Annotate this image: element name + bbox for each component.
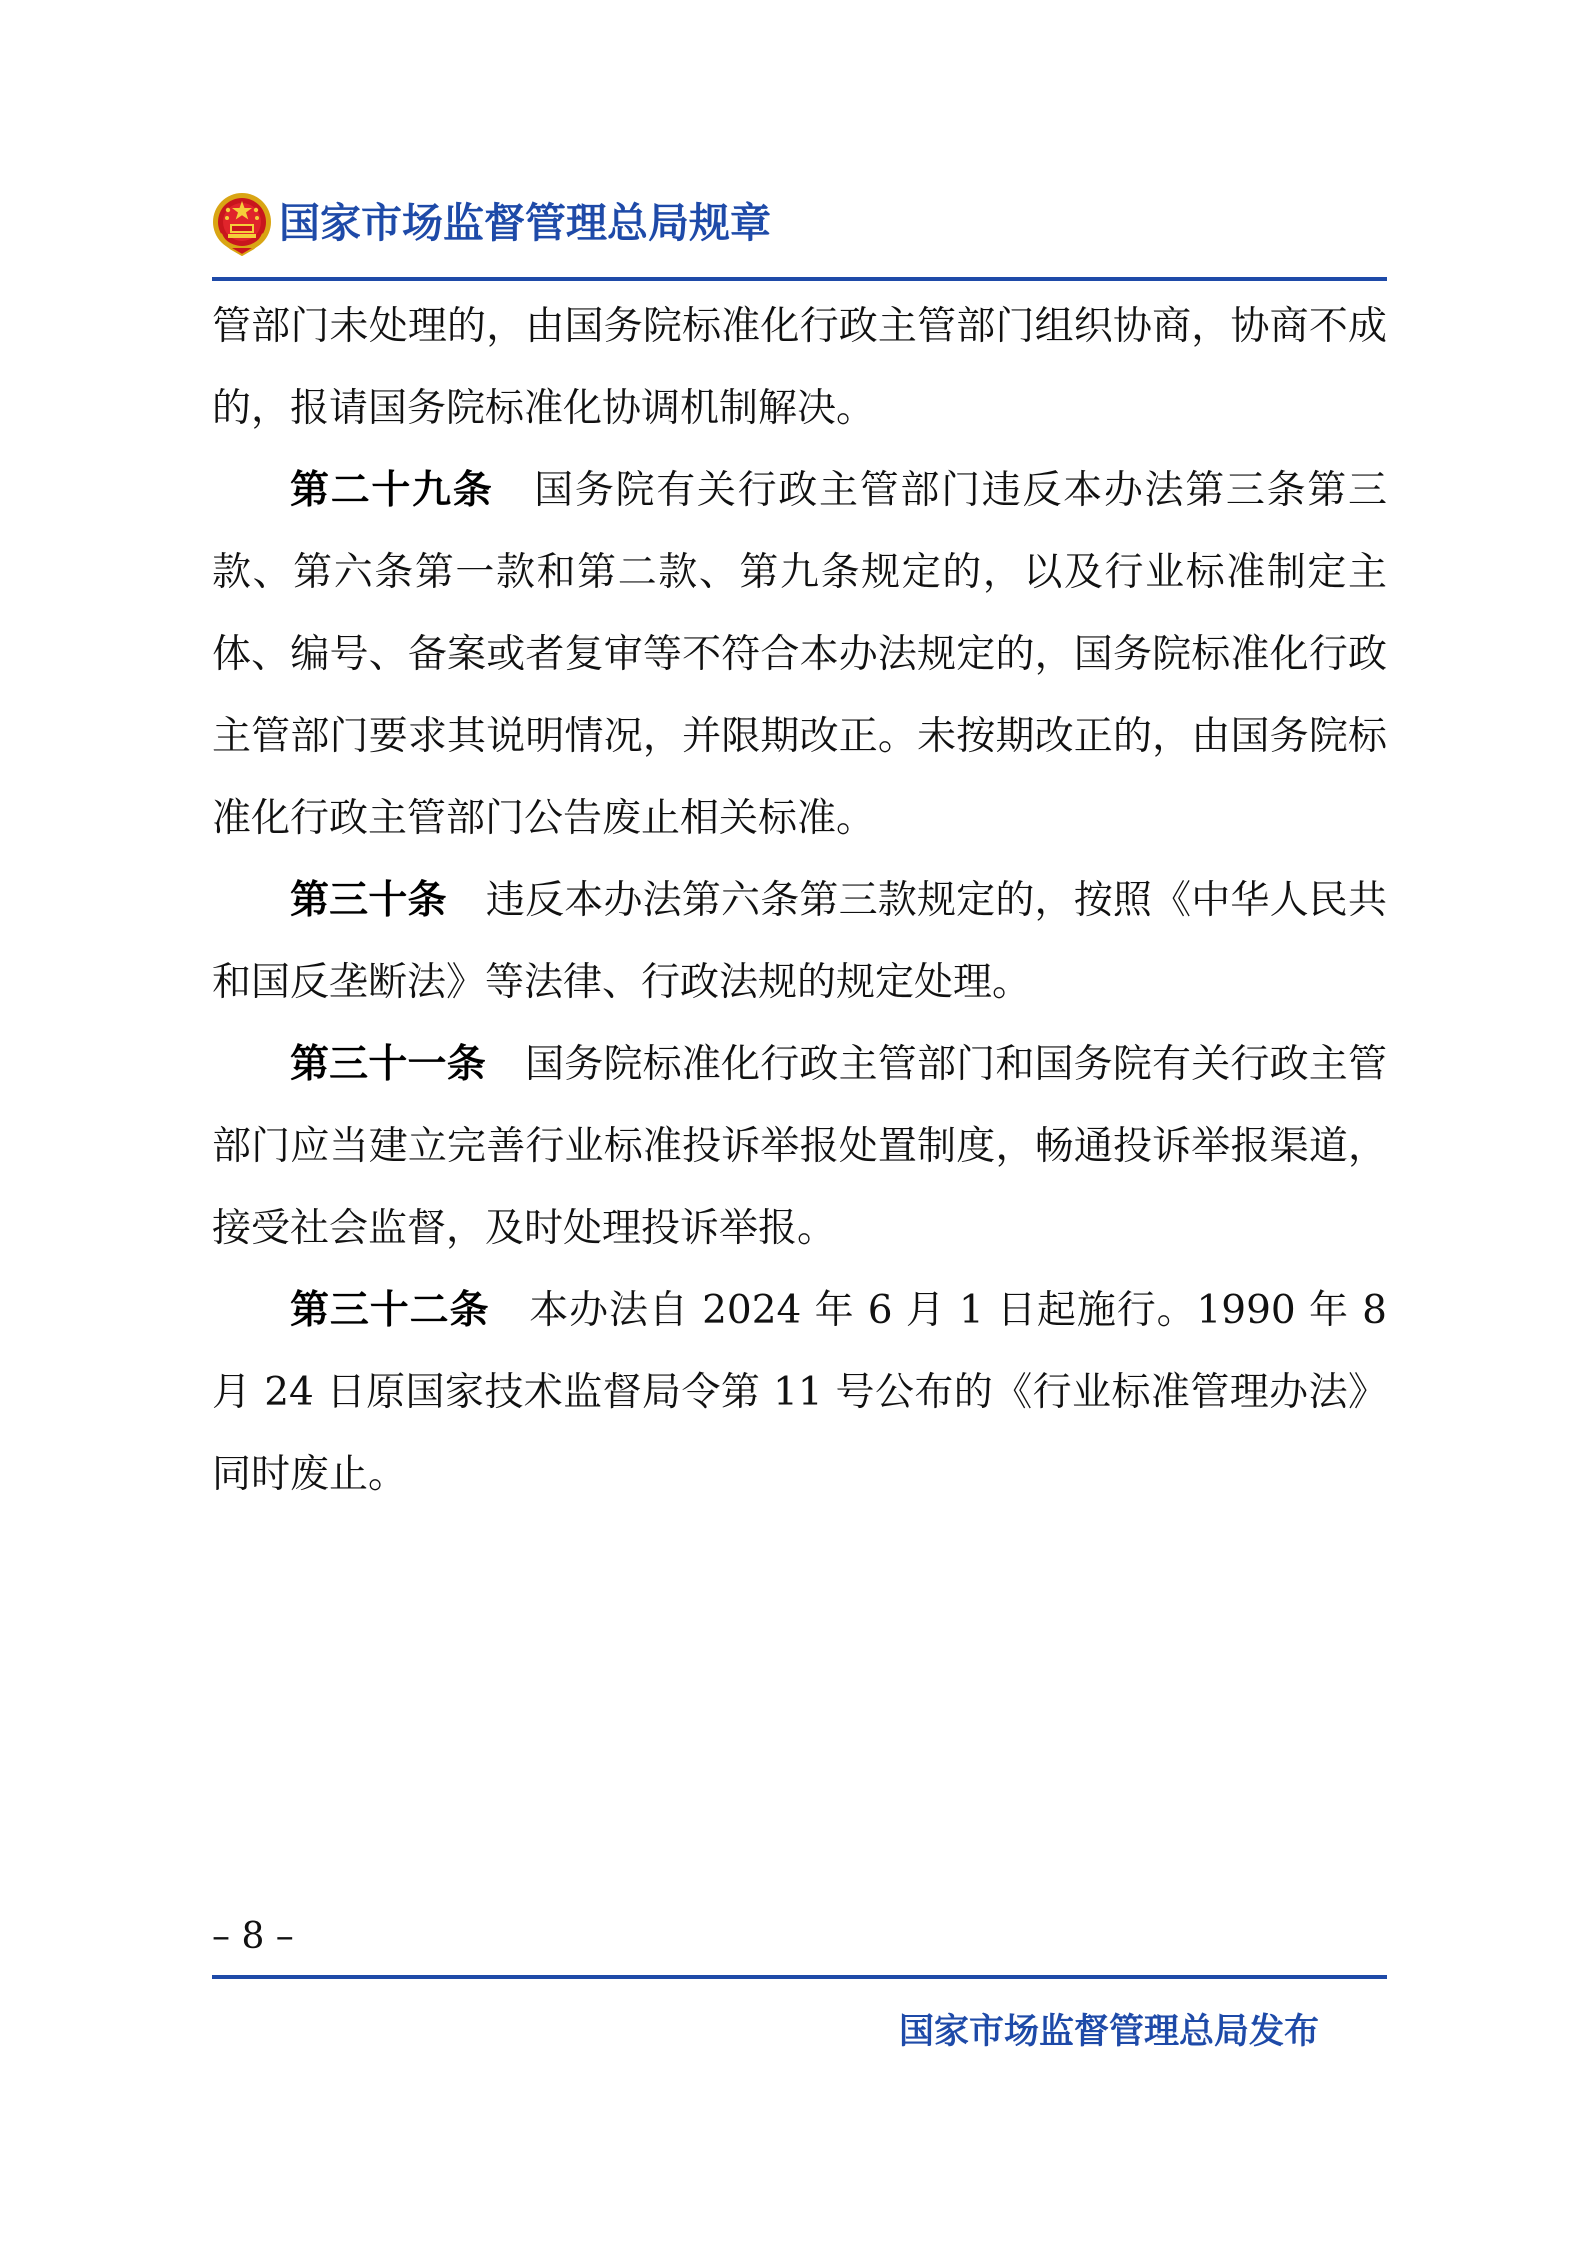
header-title: 国家市场监督管理总局规章: [279, 199, 771, 247]
article-32: [212, 1270, 1387, 1516]
article-31: [212, 1024, 1387, 1270]
article-31-label: 第三十一条: [290, 1042, 486, 1087]
article-30: [212, 860, 1387, 1024]
article-29: [212, 450, 1387, 860]
article-31-text: 国务院标准化行政主管部门和国务院有关行政主管部门应当建立完善行业标准投诉举报处置制度，畅通投诉举报渠道，接受社会监督，及时处理投诉举报。: [212, 1042, 1387, 1251]
document-body: [212, 286, 1387, 1516]
article-32-label: 第三十二条: [290, 1288, 490, 1333]
header-divider: [212, 277, 1387, 281]
article-30-text: 违反本办法第六条第三款规定的，按照《中华人民共和国反垄断法》等法律、行政法规的规定处理。: [212, 878, 1387, 1005]
footer-divider: [212, 1975, 1387, 1979]
page-number: – 8 –: [212, 1916, 294, 1957]
continuation-paragraph: 管部门未处理的，由国务院标准化行政主管部门组织协商，协商不成的，报请国务院标准化协调机制解决。: [212, 304, 1387, 431]
page-header: [212, 190, 1387, 280]
article-29-text: 国务院有关行政主管部门违反本办法第三条第三款、第六条第一款和第二款、第九条规定的，以及行业标准制定主体、编号、备案或者复审等不符合本办法规定的，国务院标准化行政主管部门要求其说明情况，并限期改正。未按期改正的，由国务院标准化行政主管部门公告废止相关标准。: [212, 468, 1387, 841]
footer-publisher: 国家市场监督管理总局发布: [898, 2012, 1319, 2052]
article-32-text: 本办法自 2024 年 6 月 1 日起施行。1990 年 8 月 24 日原国家技术监督局令第 11 号公布的《行业标准管理办法》同时废止。: [212, 1288, 1387, 1497]
national-emblem-icon: [212, 190, 272, 256]
article-30-label: 第三十条: [290, 878, 447, 923]
article-29-label: 第二十九条: [290, 468, 494, 513]
